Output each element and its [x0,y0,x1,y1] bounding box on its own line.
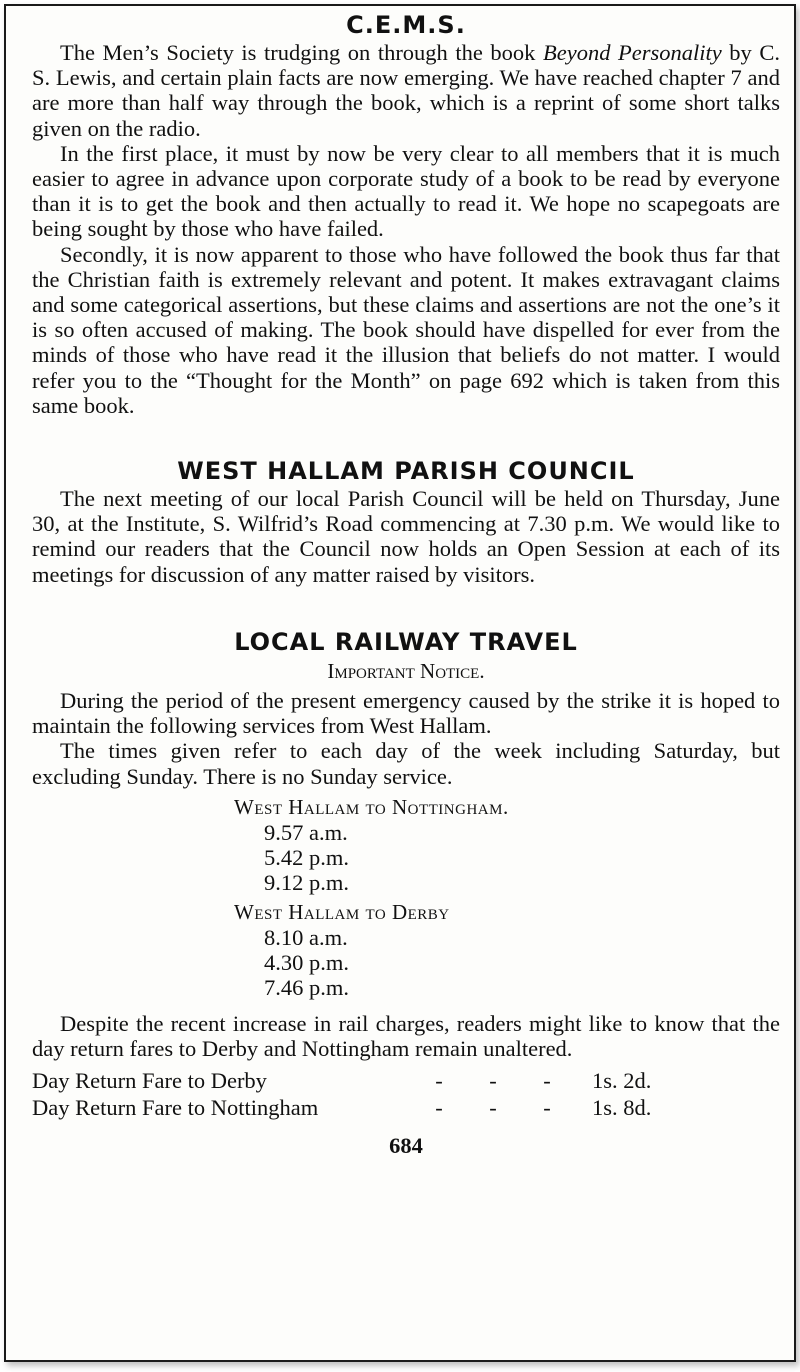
council-heading: WEST HALLAM PARISH COUNCIL [177,457,635,486]
book-title: Beyond Personality [542,40,722,65]
departure-time: 7.46 p.m. [264,975,350,1001]
departure-time: 9.12 p.m. [264,870,350,896]
cems-paragraph-2: In the first place, it must by now be very clear to all members that it is much easier to agree in advance upon corporate study of a book to be read by everyone than it is to get the book and then actually to read it. We hope no scapegoats are being sought by those who have failed. [32,140,780,242]
council-section [32,456,780,587]
departure-time: 9.57 a.m. [264,820,348,846]
fare-dash: - [543,1094,551,1120]
route-nottingham-heading: West Hallam to Nottingham. [234,794,509,819]
fare-dash: - [435,1094,443,1120]
fare-amount: 1s. 8d. [592,1094,652,1120]
fare-dash: - [489,1067,497,1093]
railway-subheading: Important Notice. [327,658,485,683]
railway-paragraph-1: During the period of the present emergency caused by the strike it is hoped to maintain the following services from West Hallam. [32,688,780,739]
fare-label: Day Return Fare to Derby [32,1067,267,1093]
cems-paragraph-3: Secondly, it is now apparent to those who have followed the book thus far that the Christian faith is extremely relevant and potent. It makes extravagant claims and some categorical assertions, but these claims and assertions are not the one’s it is so often accused of making. The book should have dispelled for ever from the minds of those who have read it the illusion that beliefs do not matter. I would refer you to the “Thought for the Month” on page 692 which is taken from this same book. [32,241,780,418]
departure-time: 4.30 p.m. [264,950,350,976]
council-paragraph: The next meeting of our local Parish Council will be held on Thursday, June 30, at the Institute, S. Wilfrid’s Road commencing at 7.30 p.m. We would like to remind our readers that the Council now holds an Open Session at each of its meetings for discussion of any matter raised by visitors. [32,486,780,587]
railway-section [32,627,780,1121]
fare-row [32,1094,672,1121]
page-number: 684 [389,1132,423,1158]
cems-heading: C.E.M.S. [346,11,466,39]
cems-p1-start: The Men’s Society is trudging on through the book [60,40,543,65]
fare-dash: - [435,1067,443,1093]
railway-heading: LOCAL RAILWAY TRAVEL [234,627,578,656]
railway-paragraph-2: The times given refer to each day of the week including Saturday, but excluding Sunday. There is no Sunday service. [32,738,780,789]
fare-row [32,1067,672,1094]
cems-section [32,10,780,418]
fare-amount: 1s. 2d. [592,1067,652,1093]
route-derby-times [264,925,780,1001]
magazine-page [4,4,796,1362]
fare-dash: - [489,1094,497,1120]
departure-time: 8.10 a.m. [264,924,348,950]
fare-dash: - [543,1067,551,1093]
cems-paragraph-1 [32,40,780,141]
railway-paragraph-3: Despite the recent increase in rail charges, readers might like to know that the day return fares to Derby and Nottingham remain unaltered. [32,1010,780,1061]
route-derby-heading: West Hallam to Derby [234,899,450,924]
departure-time: 5.42 p.m. [264,845,350,871]
fares-table [32,1067,672,1121]
route-nottingham-times [264,820,780,896]
cems-p1-end: by C. S. Lewis, and certain plain facts are now emerging. We have reached chapter 7 and are more than half way through the book, which is a reprint of some short talks given on the radio. [32,40,780,141]
fare-label: Day Return Fare to Nottingham [32,1094,319,1120]
